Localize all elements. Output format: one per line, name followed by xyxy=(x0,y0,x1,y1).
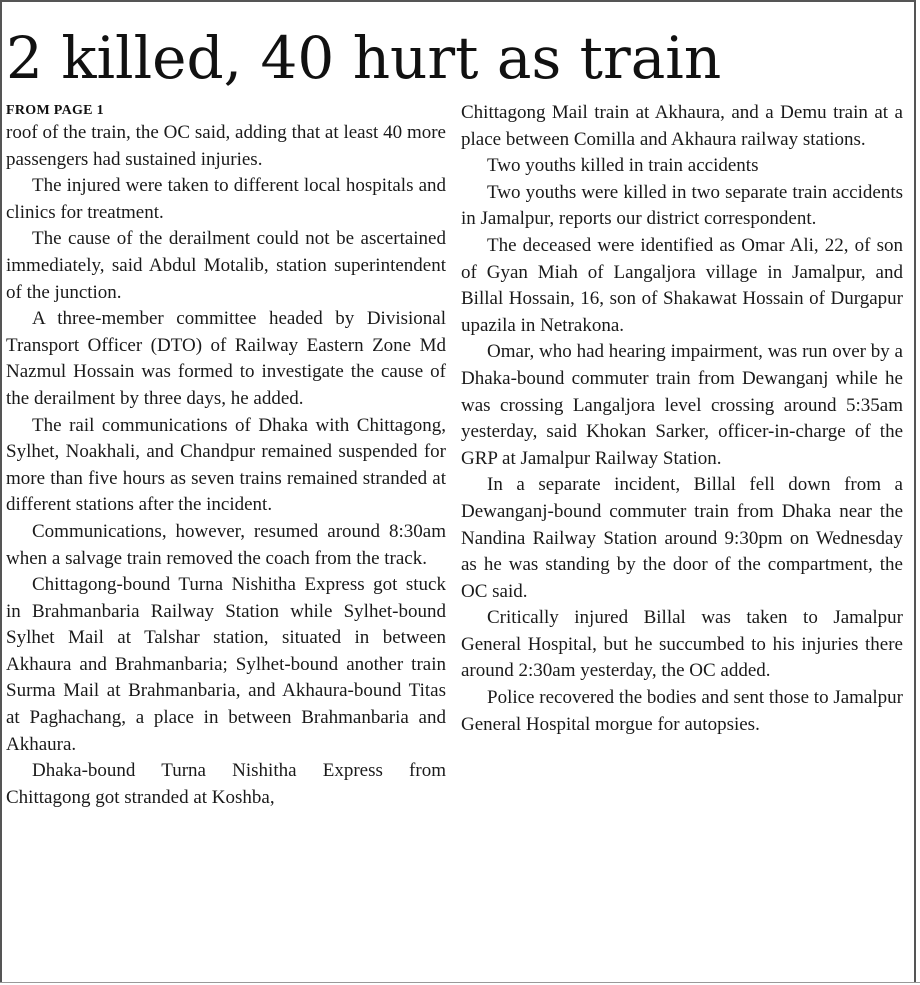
paragraph: roof of the train, the OC said, adding that at least 40 more passengers had sustained injuries. xyxy=(6,122,446,170)
subheadline: Two youths killed in train accidents xyxy=(487,155,759,177)
paragraph: The injured were taken to different local hospitals and clinics for treatment. xyxy=(6,175,446,223)
paragraph: Two youths were killed in two separate train accidents in Jamalpur, reports our district correspondent. xyxy=(461,181,903,230)
left-column xyxy=(6,102,446,811)
paragraph: The rail communications of Dhaka with Chittagong, Sylhet, Noakhali, and Chandpur remained suspended for more than five hours as seven trains remained stranded at different stations after the incident. xyxy=(6,414,446,516)
paragraph: The deceased were identified as Omar Ali, 22, of son of Gyan Miah of Langaljora village in Jamalpur, and Billal Hossain, 16, son of Shakawat Hossain of Durgapur upazila in Netrakona. xyxy=(461,234,903,336)
paragraph: Omar, who had hearing impairment, was run over by a Dhaka-bound commuter train from Dewanganj while he was crossing Langaljora level crossing around 5:35am yesterday, said Khokan Sarker, officer-in-charge of the GRP at Jamalpur Railway Station. xyxy=(461,341,903,469)
right-column xyxy=(461,100,903,738)
paragraph: The cause of the derailment could not be ascertained immediately, said Abdul Motalib, station superintendent of the junction. xyxy=(6,228,446,303)
paragraph: In a separate incident, Billal fell down from a Dewanganj-bound commuter train from Dhaka near the Nandina Railway Station around 9:30pm on Wednesday as he was standing by the door of the compartment, the OC said. xyxy=(461,474,903,602)
paragraph: Communications, however, resumed around 8:30am when a salvage train removed the coach from the track. xyxy=(6,520,446,569)
paragraph: Chittagong-bound Turna Nishitha Express got stuck in Brahmanbaria Railway Station while Sylhet-bound Sylhet Mail at Talshar station, situated in between Akhaura and Brahmanbaria; Sylhet-bound another train Surma Mail at Brahmanbaria, and Akhaura-bound Titas at Paghachang, a place in between Brahmanbaria and Akhaura. xyxy=(6,574,446,755)
paragraph: Dhaka-bound Turna Nishitha Express from Chittagong got stranded at Koshba, xyxy=(6,760,446,808)
jump-label: FROM PAGE 1 xyxy=(6,103,104,118)
bottom-rule xyxy=(0,982,920,983)
paragraph: Police recovered the bodies and sent those to Jamalpur General Hospital morgue for autopsies. xyxy=(461,687,903,735)
paragraph: Chittagong Mail train at Akhaura, and a Demu train at a place between Comilla and Akhaura railway stations. xyxy=(461,102,903,150)
paragraph: Critically injured Billal was taken to Jamalpur General Hospital, but he succumbed to his injuries there around 2:30am yesterday, the OC added. xyxy=(461,607,903,682)
paragraph: A three-member committee headed by Divisional Transport Officer (DTO) of Railway Eastern Zone Md Nazmul Hossain was formed to investigate the cause of the derailment by three days, he added. xyxy=(6,308,446,409)
headline: 2 killed, 40 hurt as train xyxy=(6,24,722,92)
